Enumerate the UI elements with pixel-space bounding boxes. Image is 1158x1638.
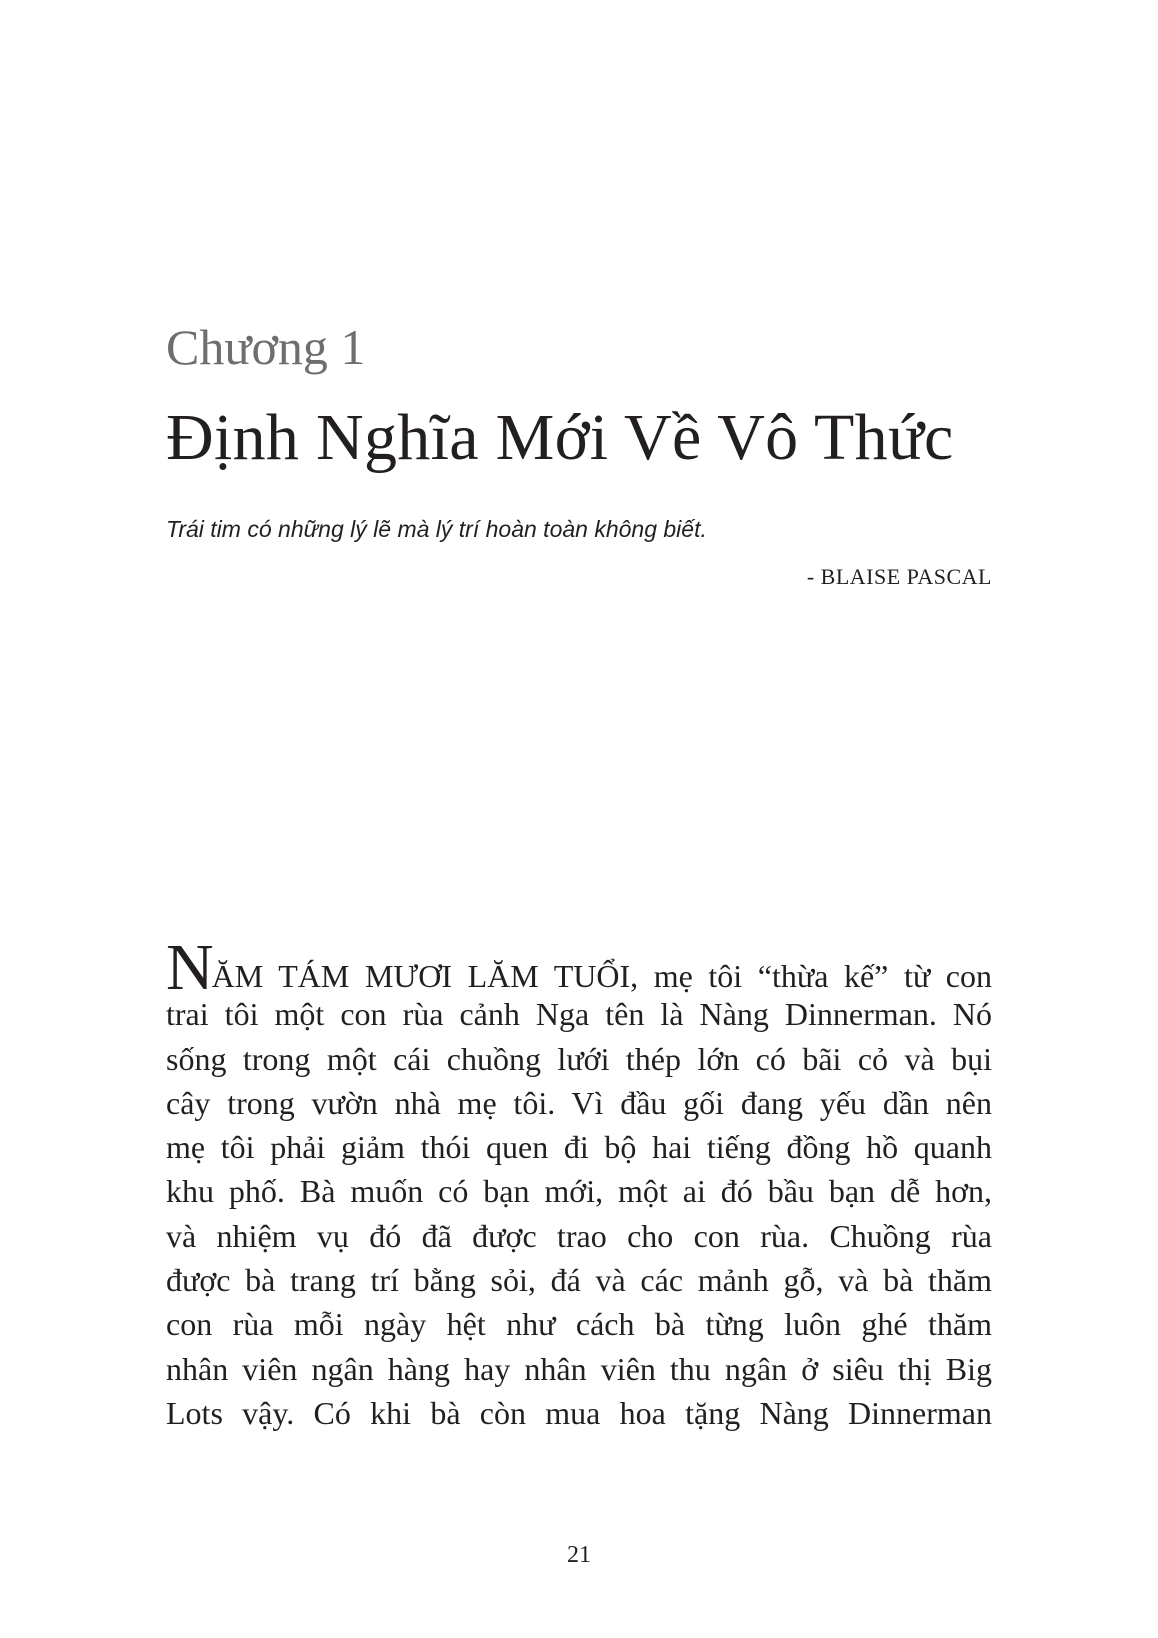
body-line: và nhiệm vụ đó đã được trao cho con rùa. Chuồng rùa xyxy=(166,1217,992,1254)
body-line: được bà trang trí bằng sỏi, đá và các mảnh gỗ, và bà thăm xyxy=(166,1262,992,1299)
epigraph-quote: Trái tim có những lý lẽ mà lý trí hoàn toàn không biết. xyxy=(166,516,707,542)
body-line-text: ĂM TÁM MƯƠI LĂM TUỔI, mẹ tôi “thừa kế” từ con xyxy=(211,958,992,994)
body-line: trai tôi một con rùa cảnh Nga tên là Nàng Dinnerman. Nó xyxy=(166,996,992,1033)
epigraph-attribution: - BLAISE PASCAL xyxy=(806,564,992,589)
chapter-label: Chương 1 xyxy=(166,319,366,375)
body-line: mẹ tôi phải giảm thói quen đi bộ hai tiếng đồng hồ quanh xyxy=(166,1129,992,1166)
page-number: 21 xyxy=(567,1542,591,1568)
body-line: khu phố. Bà muốn có bạn mới, một ai đó bầu bạn dễ hơn, xyxy=(166,1173,992,1210)
body-line: sống trong một cái chuồng lưới thép lớn có bãi cỏ và bụi xyxy=(166,1040,992,1077)
body-line: cây trong vườn nhà mẹ tôi. Vì đầu gối đang yếu dần nên xyxy=(166,1084,992,1121)
body-line: Lots vậy. Có khi bà còn mua hoa tặng Nàng Dinnerman xyxy=(166,1394,992,1431)
body-paragraph xyxy=(166,931,992,1435)
chapter-title: Định Nghĩa Mới Về Vô Thức xyxy=(166,401,954,474)
body-line: nhân viên ngân hàng hay nhân viên thu ngân ở siêu thị Big xyxy=(166,1350,992,1387)
body-line xyxy=(166,931,992,1004)
drop-cap: N xyxy=(166,931,212,1004)
body-line: con rùa mỗi ngày hệt như cách bà từng luôn ghé thăm xyxy=(166,1306,992,1343)
